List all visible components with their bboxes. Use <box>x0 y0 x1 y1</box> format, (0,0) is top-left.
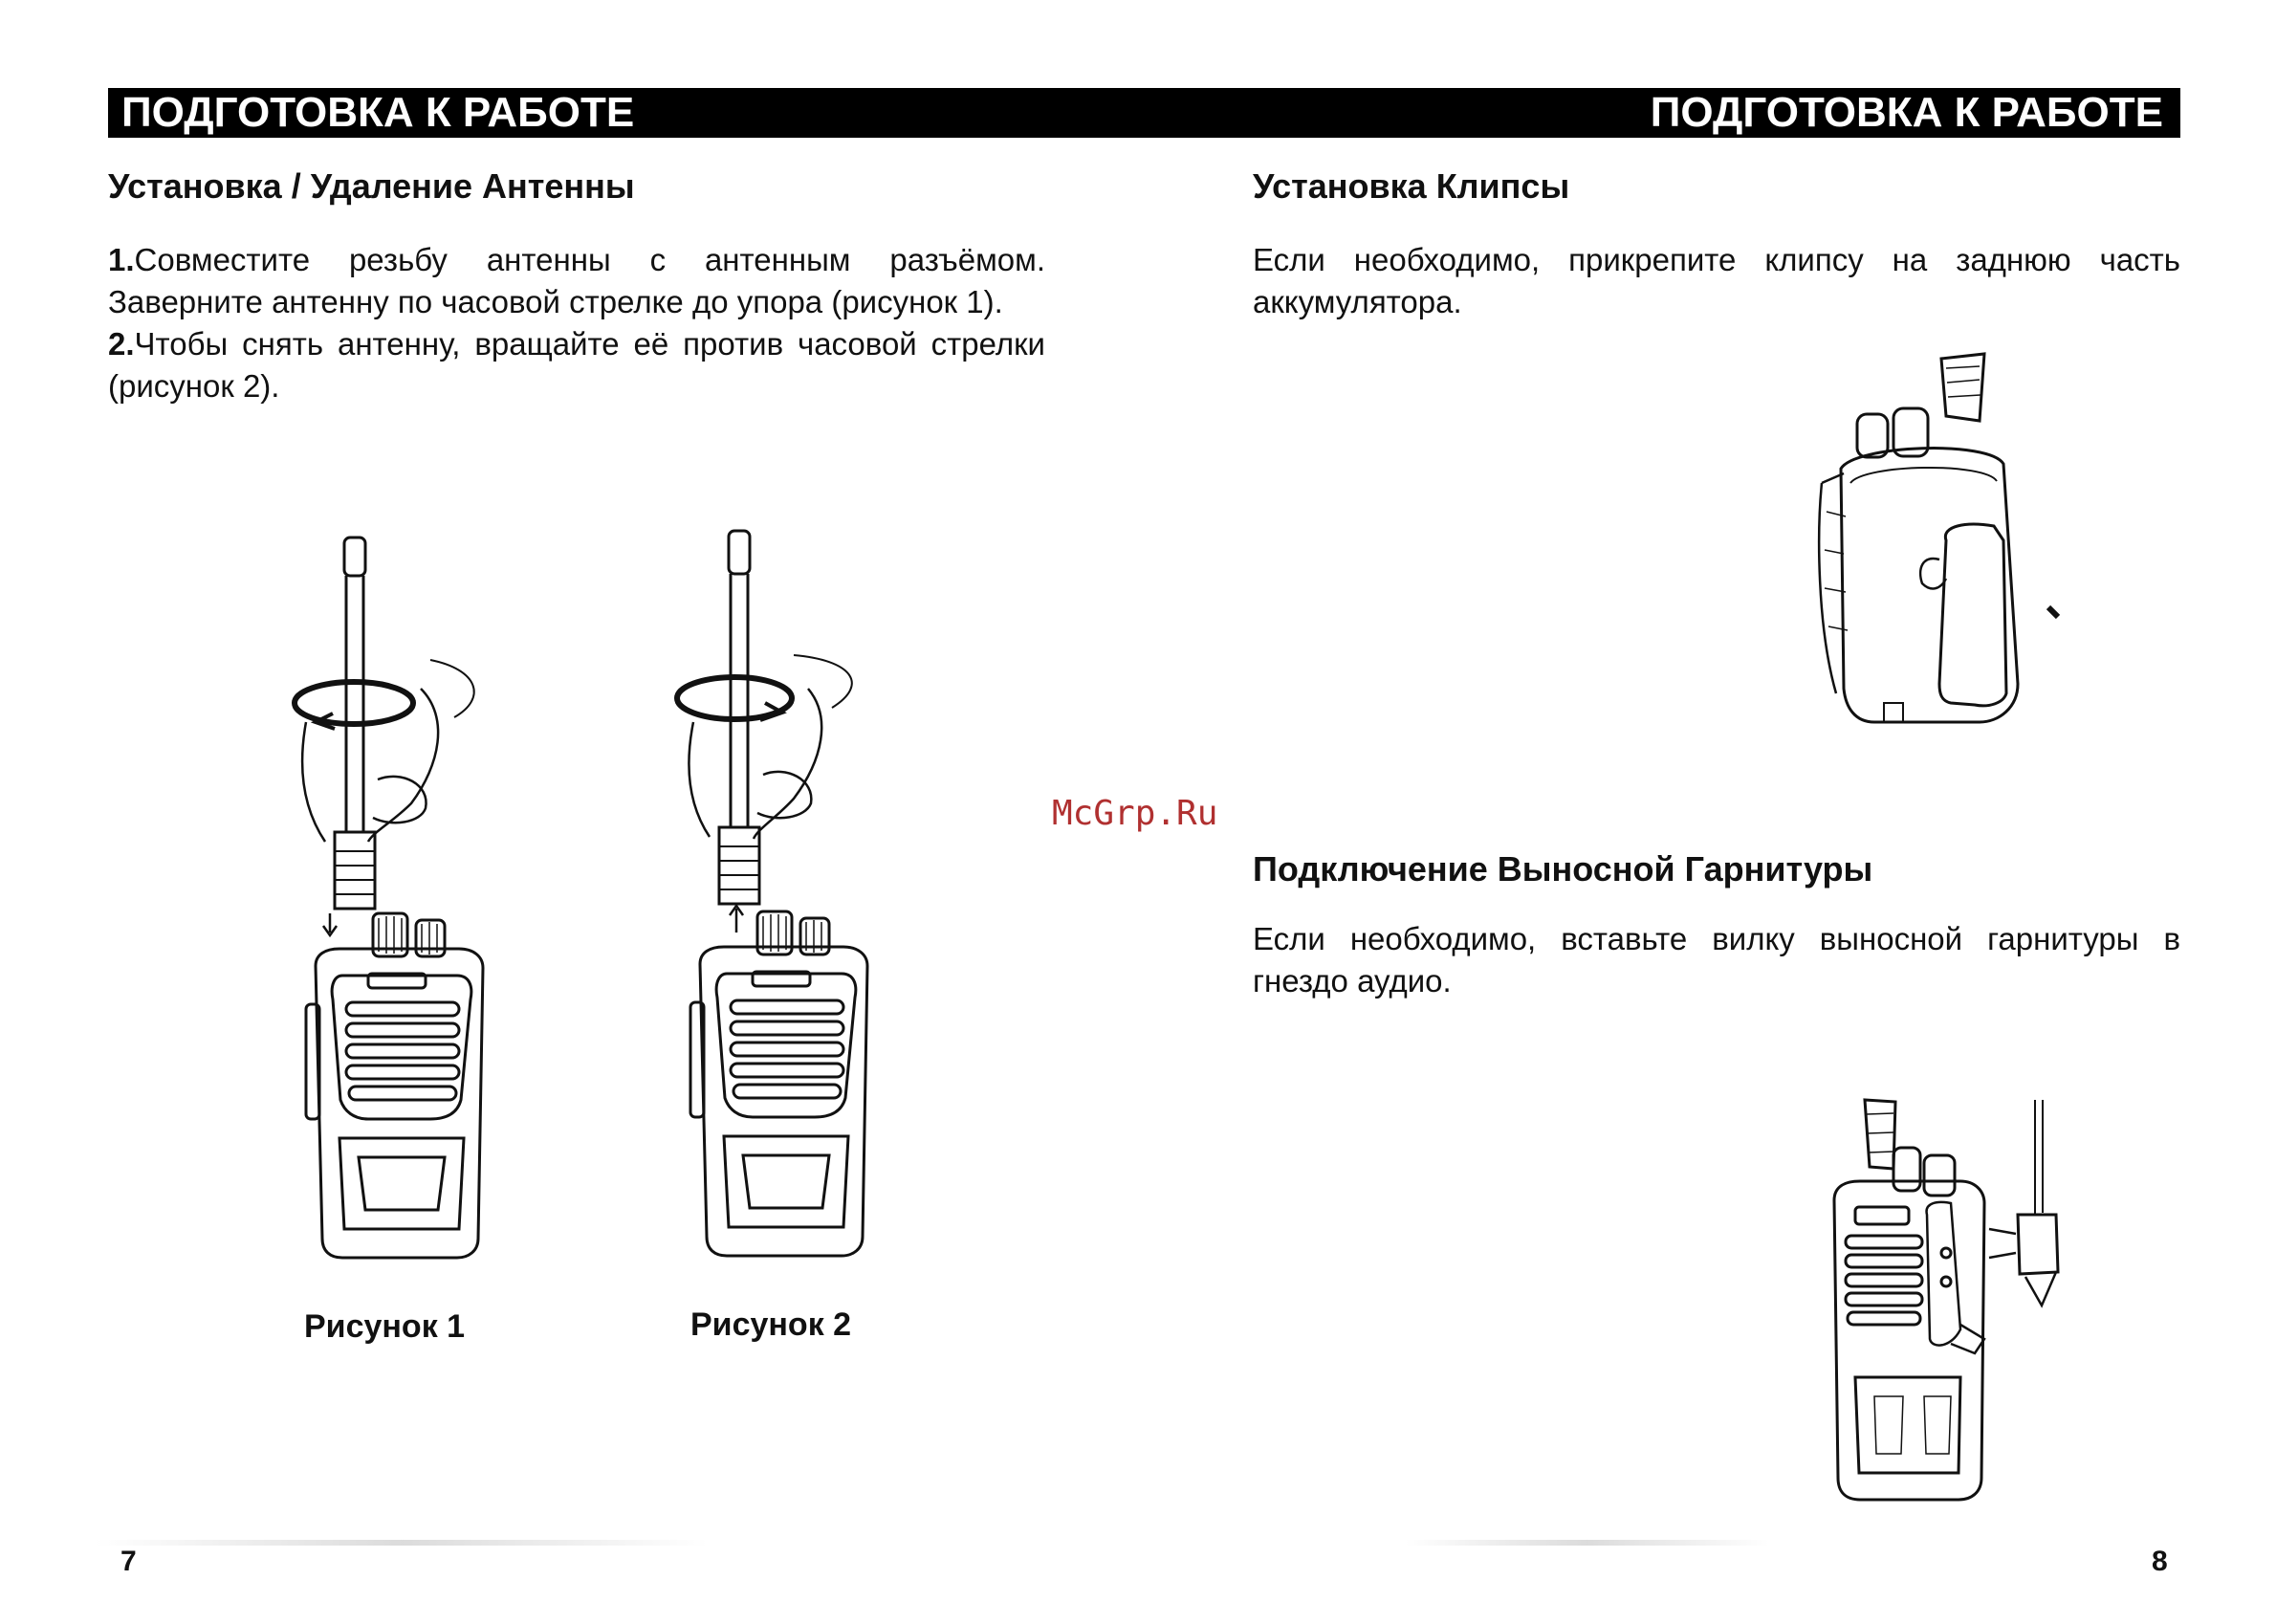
headset-connection-figure <box>1817 1090 2085 1511</box>
right-page-header: ПОДГОТОВКА К РАБОТЕ <box>1650 89 2163 136</box>
antenna-section-title: Установка / Удаление Антенны <box>108 166 635 206</box>
watermark: McGrp.Ru <box>1052 794 1218 833</box>
clip-section-title: Установка Клипсы <box>1253 166 1570 206</box>
clip-installation-figure <box>1798 340 2085 760</box>
step-2: 2.Чтобы снять антенну, вращайте её против часовой стрелки (рисунок 2). <box>108 326 1045 404</box>
step-1: 1.Совместите резьбу антенны с антенным разъёмом. Заверните антенну по часовой стрелке до упора (рисунок 1). <box>108 242 1045 319</box>
page-number-left: 7 <box>120 1546 137 1577</box>
figure-2-antenna-remove <box>669 521 889 1262</box>
left-page-header: ПОДГОТОВКА К РАБОТЕ <box>121 89 635 136</box>
page-number-right: 8 <box>2152 1546 2168 1577</box>
divider-right <box>1406 1540 1769 1546</box>
header-bar <box>108 88 2180 138</box>
figure-2-caption: Рисунок 2 <box>690 1306 852 1343</box>
headset-section-title: Подключение Выносной Гарнитуры <box>1253 849 1873 889</box>
figure-1-antenna-install <box>287 526 507 1262</box>
divider <box>96 1540 708 1546</box>
antenna-instructions <box>108 239 1045 407</box>
figure-1-caption: Рисунок 1 <box>304 1308 466 1345</box>
clip-instructions: Если необходимо, прикрепите клипсу на заднюю часть аккумулятора. <box>1253 242 2180 319</box>
headset-instructions: Если необходимо, вставьте вилку выносной гарнитуры в гнездо аудио. <box>1253 921 2180 999</box>
